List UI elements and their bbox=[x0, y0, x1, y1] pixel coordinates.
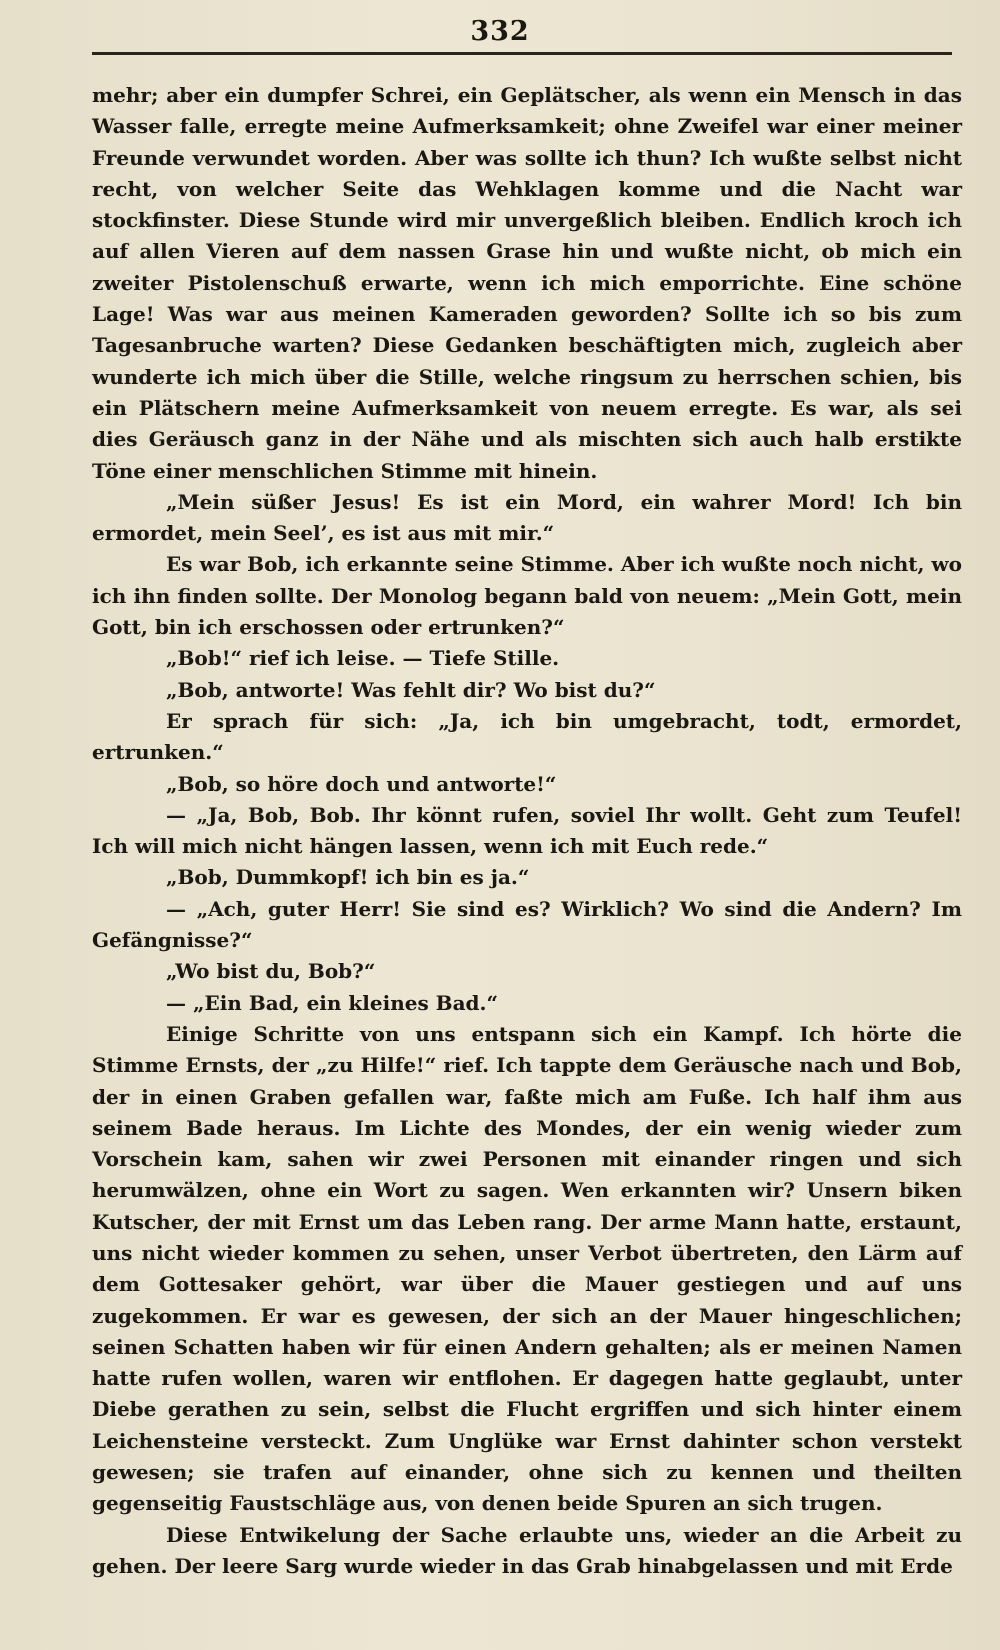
paragraph: — „Ach, guter Herr! Sie sind es? Wirklich? Wo sind die Andern? Im Gefängnisse?“ bbox=[92, 896, 962, 953]
body-text bbox=[92, 80, 962, 1582]
page-number: 332 bbox=[470, 16, 530, 47]
paragraph: mehr; aber ein dumpfer Schrei, ein Geplätscher, als wenn ein Mensch in das Wasser falle, erregte meine Aufmerksamkeit; ohne Zweifel war einer meiner Freunde verwundet worden. Aber was sollte ich thun? Ich wußte selbst nicht recht, von welcher Seite das Wehklagen komme und die Nacht war stockfinster. Diese Stunde wird mir unvergeßlich bleiben. Endlich kroch ich auf allen Vieren auf dem nassen Grase hin und wußte nicht, ob mich ein zweiter Pistolenschuß erwarte, wenn ich mich emporrichte. Eine schöne Lage! Was war aus meinen Kameraden geworden? Sollte ich so bis zum Tagesanbruche warten? Diese Gedanken beschäftigten mich, zugleich aber wunderte ich mich über die Stille, welche ringsum zu herrschen schien, bis ein Plätschern meine Aufmerksamkeit von neuem erregte. Es war, als sei dies Geräusch ganz in der Nähe und als mischten sich auch halb erstikte Töne einer menschlichen Stimme mit hinein. bbox=[92, 83, 962, 483]
paragraph: Diese Entwikelung der Sache erlaubte uns, wieder an die Arbeit zu gehen. Der leere Sarg wurde wieder in das Grab hinabgelassen und mit Erde bbox=[92, 1522, 962, 1578]
paragraph: Es war Bob, ich erkannte seine Stimme. Aber ich wußte noch nicht, wo ich ihn finden sollte. Der Monolog begann bald von neuem: „Mein Gott, mein Gott, bin ich erschossen oder ertrunken?“ bbox=[92, 552, 962, 640]
header-rule bbox=[92, 52, 952, 55]
paragraph: „Bob, so höre doch und antworte!“ bbox=[166, 771, 557, 796]
paragraph: Einige Schritte von uns entspann sich ein Kampf. Ich hörte die Stimme Ernsts, der „zu Hilfe!“ rief. Ich tappte dem Geräusche nach und Bob, der in einen Graben gefallen war, faßte mich am Fuße. Ich half ihm aus seinem Bade heraus. Im Lichte des Mondes, der ein wenig wieder zum Vorschein kam, sahen wir zwei Personen mit einander ringen und sich herumwälzen, ohne ein Wort zu sagen. Wen erkannten wir? Unsern biken Kutscher, der mit Ernst um das Leben rang. Der arme Mann hatte, erstaunt, uns nicht wieder kommen zu sehen, unser Verbot übertreten, den Lärm auf dem Gottesaker gehört, war über die Mauer gestiegen und auf uns zugekommen. Er war es gewesen, der sich an der Mauer hingeschlichen; seinen Schatten haben wir für einen Andern gehalten; als er meinen Namen hatte rufen wollen, waren wir entflohen. Er dagegen hatte geglaubt, unter Diebe gerathen zu sein, selbst die Flucht ergriffen und sich hinter einem Leichensteine versteckt. Zum Unglüke war Ernst dahinter schon verstekt gewesen; sie trafen auf einander, ohne sich zu kennen und theilten gegenseitig Faustschläge aus, von denen beide Spuren an sich trugen. bbox=[92, 1021, 962, 1516]
paragraph: „Mein süßer Jesus! Es ist ein Mord, ein wahrer Mord! Ich bin ermordet, mein Seel’, es ist aus mit mir.“ bbox=[92, 489, 962, 546]
paragraph: „Bob, Dummkopf! ich bin es ja.“ bbox=[166, 865, 530, 890]
paragraph: — „Ein Bad, ein kleines Bad.“ bbox=[166, 990, 498, 1015]
paragraph: „Bob, antworte! Was fehlt dir? Wo bist du?“ bbox=[166, 677, 656, 702]
paragraph: — „Ja, Bob, Bob. Ihr könnt rufen, soviel Ihr wollt. Geht zum Teufel! Ich will mich nicht hängen lassen, wenn ich mit Euch rede.“ bbox=[92, 802, 962, 859]
paragraph: „Bob!“ rief ich leise. — Tiefe Stille. bbox=[166, 646, 560, 671]
paragraph: Er sprach für sich: „Ja, ich bin umgebracht, todt, ermordet, ertrunken.“ bbox=[92, 708, 962, 765]
paragraph: „Wo bist du, Bob?“ bbox=[166, 959, 376, 984]
